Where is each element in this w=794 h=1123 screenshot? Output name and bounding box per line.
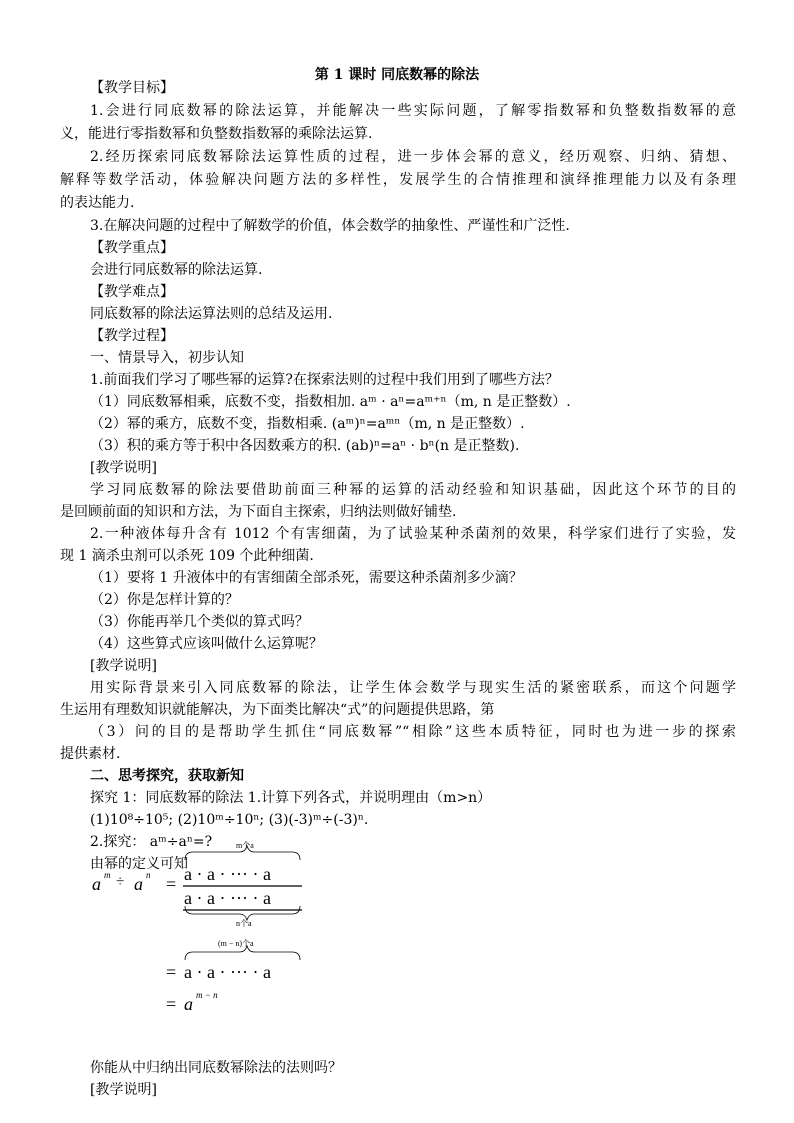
page-title: 第 1 课时 同底数幂的除法 bbox=[314, 67, 480, 83]
text-line: [教学说明] bbox=[90, 1082, 157, 1098]
text-line: 1.前面我们学习了哪些幂的运算?在探索法则的过程中我们用到了哪些方法？ bbox=[90, 372, 559, 388]
text-line: 1.会进行同底数幂的除法运算，并能解决一些实际问题，了解零指数幂和负整数指数幂的意 bbox=[90, 103, 736, 119]
division-sign: ÷ bbox=[116, 874, 125, 890]
equals-sign-3: = bbox=[166, 994, 177, 1014]
text-line: 用实际背景来引入同底数幂的除法，让学生体会数学与现实生活的紧密联系，而这个问题学 bbox=[90, 680, 736, 696]
text-line: 【教学重点】 bbox=[90, 240, 174, 256]
text-line: （2）幂的乘方，底数不变，指数相乘. (aᵐ)ⁿ=aᵐⁿ（m, n 是正整数）. bbox=[90, 416, 525, 432]
text-line: 现 1 滴杀虫剂可以杀死 109 个此种细菌. bbox=[60, 548, 314, 564]
text-line: 同底数幂的除法运算法则的总结及运用. bbox=[90, 306, 333, 322]
numerator: a · a · ··· · a bbox=[184, 864, 271, 884]
division-derivation-formula bbox=[60, 838, 360, 1028]
lhs-exp-1: m bbox=[104, 870, 111, 880]
text-line: 2.探究： aᵐ÷aⁿ=? bbox=[90, 834, 213, 850]
text-line: 解释等数学活动，体验解决问题方法的多样性，发展学生的合情推理和演绎推理能力以及有条理 bbox=[60, 172, 736, 188]
text-line: 生运用有理数知识就能解决，为下面类比解决“式”的问题提供思路，第 bbox=[60, 702, 495, 718]
result-power-exp: m − n bbox=[196, 990, 218, 1000]
text-line: （3）积的乘方等于积中各因数乘方的积. (ab)ⁿ=aⁿ · bⁿ(n 是正整数). bbox=[90, 438, 520, 454]
denominator-brace-label: n个a bbox=[236, 919, 252, 928]
denominator: a · a · ··· · a bbox=[184, 888, 271, 908]
text-line: （3）问的目的是帮助学生抓住“同底数幂”“相除”这些本质特征，同时也为进一步的探索 bbox=[90, 724, 736, 740]
text-line: 的表达能力. bbox=[60, 195, 135, 211]
text-line: 探究 1：同底数幂的除法 1.计算下列各式，并说明理由（m>n） bbox=[90, 790, 492, 806]
text-line: 2.一种液体每升含有 1012 个有害细菌，为了试验某种杀菌剂的效果，科学家们进行了实验，发 bbox=[90, 526, 736, 542]
text-line: 一、情景导入，初步认知 bbox=[90, 350, 244, 366]
text-line: 学习同底数幂的除法要借助前面三种幂的运算的活动经验和知识基础，因此这个环节的目的 bbox=[90, 482, 736, 498]
text-line: (1)10⁸÷10⁵; (2)10ᵐ÷10ⁿ; (3)(-3)ᵐ÷(-3)ⁿ. bbox=[90, 812, 369, 828]
text-line: 2.经历探索同底数幂除法运算性质的过程，进一步体会幂的意义，经历观察、归纳、猜想、 bbox=[90, 149, 736, 165]
text-line: 【教学难点】 bbox=[90, 284, 174, 300]
text-line: 是回顾前面的知识和方法，为下面自主探索，归纳法则做好铺垫. bbox=[60, 504, 457, 520]
result-product: a · a · ··· · a bbox=[184, 962, 271, 982]
numerator-brace-label: m个a bbox=[236, 841, 254, 850]
lhs-base-2: a bbox=[134, 874, 143, 894]
text-line: 由幂的定义可知 bbox=[90, 856, 188, 872]
text-line: （2）你是怎样计算的？ bbox=[90, 592, 239, 608]
lhs-base-1: a bbox=[92, 874, 101, 894]
text-line: 二、思考探究，获取新知 bbox=[90, 768, 244, 784]
equals-sign-2: = bbox=[166, 962, 177, 982]
text-line: （1）同底数幂相乘，底数不变，指数相加. aᵐ · aⁿ=aᵐ⁺ⁿ（m, n 是正整数）. bbox=[90, 394, 571, 410]
lhs-exp-2: n bbox=[146, 870, 151, 880]
result-brace-label: (m − n)个a bbox=[218, 939, 254, 948]
equals-sign-1: = bbox=[166, 874, 177, 894]
text-line: [教学说明] bbox=[90, 658, 157, 674]
result-power-base: a bbox=[184, 994, 193, 1014]
text-line: （3）你能再举几个类似的算式吗？ bbox=[90, 614, 309, 630]
text-line: 义，能进行零指数幂和负整数指数幂的乘除法运算. bbox=[60, 126, 373, 142]
text-line: 会进行同底数幂的除法运算. bbox=[90, 262, 263, 278]
text-line: 3.在解决问题的过程中了解数学的价值，体会数学的抽象性、严谨性和广泛性. bbox=[90, 218, 570, 234]
text-line: （4）这些算式应该叫做什么运算呢？ bbox=[90, 636, 323, 652]
text-line: 【教学过程】 bbox=[90, 328, 174, 344]
text-line: 【教学目标】 bbox=[90, 80, 174, 96]
text-line: [教学说明] bbox=[90, 460, 157, 476]
text-line: 你能从中归纳出同底数幂除法的法则吗？ bbox=[90, 1060, 342, 1076]
text-line: （1）要将 1 升液体中的有害细菌全部杀死，需要这种杀菌剂多少滴？ bbox=[90, 570, 523, 586]
text-line: 提供素材. bbox=[60, 746, 121, 762]
